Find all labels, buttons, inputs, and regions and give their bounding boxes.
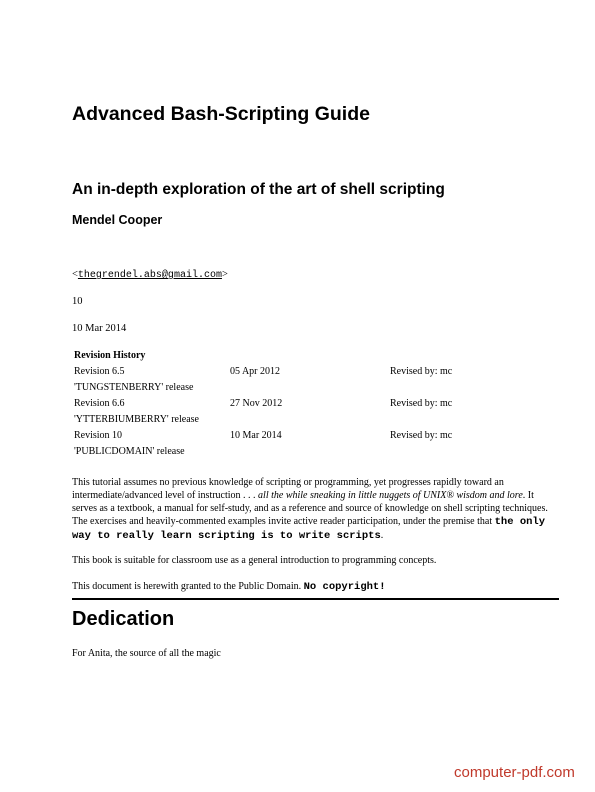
dedication-text: For Anita, the source of all the magic — [72, 648, 221, 659]
revision-number: Revision 6.6 — [74, 398, 125, 409]
revision-date: 27 Nov 2012 — [230, 398, 283, 409]
revision-release-name: 'YTTERBIUMBERRY' release — [74, 414, 199, 425]
revision-release-name: 'TUNGSTENBERRY' release — [74, 382, 194, 393]
document-title: Advanced Bash-Scripting Guide — [72, 103, 370, 125]
revision-history — [74, 350, 554, 462]
revision-author: Revised by: mc — [390, 398, 453, 409]
abstract-emphasis: all the while sneaking in little nuggets of UNIX® wisdom and lore — [258, 490, 523, 501]
author-name: Mendel Cooper — [72, 213, 163, 227]
license-text: This document is herewith granted to the Public Domain. — [72, 581, 304, 592]
site-watermark: computer-pdf.com — [454, 764, 575, 781]
revision-history-heading: Revision History — [74, 350, 146, 361]
revision-release-name: 'PUBLICDOMAIN' release — [74, 446, 185, 457]
dedication-heading: Dedication — [72, 608, 175, 630]
revision-row — [74, 398, 554, 414]
no-copyright-note: No copyright! — [303, 581, 386, 593]
section-divider — [72, 598, 559, 600]
revision-row — [74, 366, 554, 382]
email-close-bracket: > — [221, 269, 228, 280]
revision-date: 10 Mar 2014 — [230, 430, 282, 441]
revision-author: Revised by: mc — [390, 430, 453, 441]
document-subtitle: An in-depth exploration of the art of shell scripting — [72, 181, 445, 198]
revision-row — [74, 430, 554, 446]
author-email-link[interactable]: thegrendel.abs@gmail.com — [77, 270, 222, 281]
revision-number: Revision 10 — [74, 430, 123, 441]
license-paragraph — [72, 580, 560, 594]
abstract-text: . — [380, 530, 384, 541]
revision-date: 05 Apr 2012 — [230, 366, 280, 377]
email-open-bracket: < — [72, 269, 78, 280]
revision-number: Revision 6.5 — [74, 366, 125, 377]
author-email-line — [72, 269, 228, 281]
classroom-paragraph: This book is suitable for classroom use as a general introduction to programming concepts. — [72, 555, 437, 566]
abstract-paragraph — [72, 476, 560, 543]
revision-author: Revised by: mc — [390, 366, 453, 377]
publication-date: 10 Mar 2014 — [72, 323, 127, 334]
abstract-code-phrase: the only way to really learn scripting is to write scripts — [72, 516, 546, 542]
abstract-text: This tutorial assumes no previous knowledge of scripting or programming, yet progresses rapidly toward an intermediate/advanced level of instruction . . . — [72, 477, 504, 501]
edition-number: 10 — [72, 296, 83, 307]
abstract-text: . It serves as a textbook, a manual for self-study, and as a reference and source of knowledge on shell scripting techniques. The exercises and heavily-commented examples invite active reader participation, under the premise that — [72, 490, 548, 527]
